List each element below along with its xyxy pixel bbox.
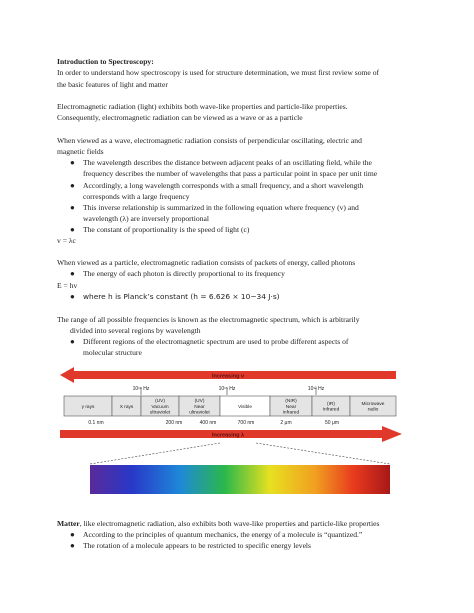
wave-paragraph-line: magnetic fields — [57, 147, 104, 156]
wavelength-label: 700 nm — [237, 420, 255, 426]
projection-line — [90, 443, 220, 464]
bullet-text: The constant of proportionality is the speed of light (c) — [83, 225, 250, 234]
wavelength-label: 200 nm — [165, 420, 183, 426]
spectrum-region-label: (NIR) — [285, 399, 297, 405]
section-title-intro: Introduction to Spectroscopy: — [57, 57, 154, 66]
bullet-text: Different regions of the electromagnetic spectrum are used to probe different aspects of — [83, 337, 349, 346]
spectrum-regions — [64, 396, 396, 416]
spectrum-region-label: radio — [367, 407, 379, 413]
bullet-icon: ● — [70, 530, 75, 539]
bullet-text: corresponds with a large frequency — [83, 192, 190, 201]
increasing-wavelength-label: Increasing λ — [211, 432, 245, 439]
em-paragraph-line: Electromagnetic radiation (light) exhibits both wave-like properties and particle-like properties. — [57, 102, 348, 111]
visible-spectrum-bar — [90, 465, 390, 494]
bullet-icon: ● — [70, 158, 75, 167]
bullet-text: The rotation of a molecule appears to be restricted to specific energy levels — [83, 541, 312, 550]
equation-wave: v = λc — [57, 236, 76, 245]
spectrum-region-label: (UV) — [155, 399, 165, 405]
freq-label: 10¹⁵ Hz — [218, 386, 236, 392]
spectrum-region-label: (UV) — [194, 399, 205, 405]
bullet-icon: ● — [70, 541, 75, 550]
wavelength-label: 2 μm — [280, 420, 292, 426]
wavelength-label: 0.1 nm — [88, 420, 104, 426]
bullet-icon: ● — [70, 292, 75, 301]
projection-line — [256, 443, 390, 464]
spectrum-region-label: Near — [194, 404, 205, 410]
bullet-text: where h is Planck’s constant (h = 6.626 × 10−34 J·s) — [83, 292, 280, 301]
bullet-text: According to the principles of quantum mechanics, the energy of a molecule is “quantized.” — [83, 530, 363, 539]
matter-paragraph-line — [57, 519, 379, 529]
spectrum-region-label: (IR) — [327, 402, 335, 407]
spectrum-region-label: X rays — [119, 404, 134, 410]
intro-paragraph-line: the basic features of light and matter — [57, 80, 168, 89]
range-paragraph-line: divided into several regions by wavelength — [70, 326, 201, 335]
electromagnetic-spectrum-figure — [60, 366, 402, 511]
bullet-text: wavelength (λ) are inversely proportional — [83, 214, 209, 223]
matter-term: Matter — [57, 519, 80, 528]
spectrum-region-label: Vacuum — [151, 404, 169, 410]
em-paragraph-line: Consequently, electromagnetic radiation can be viewed as a wave or as a particle — [57, 113, 303, 122]
spectrum-region-label: infrared — [282, 410, 300, 416]
equation-photon-energy: E = hv — [57, 281, 78, 290]
spectrum-region-label: Near — [285, 404, 297, 410]
spectrum-region-label: Microwave — [361, 402, 385, 407]
bullet-text: Accordingly, a long wavelength corresponds with a small frequency, and a short wavelength — [83, 181, 364, 190]
bullet-icon: ● — [70, 181, 75, 190]
bullet-icon: ● — [70, 269, 75, 278]
spectrum-region-label: ultraviolet — [149, 410, 171, 416]
freq-label: 10¹² Hz — [307, 386, 325, 392]
wavelength-label: 50 μm — [325, 420, 339, 426]
bullet-text: The energy of each photon is directly proportional to its frequency — [83, 269, 285, 278]
spectrum-region-label: γ rays — [81, 404, 95, 410]
wave-paragraph-line: When viewed as a wave, electromagnetic radiation consists of perpendicular oscillating, electric and — [57, 136, 362, 145]
particle-paragraph-line: When viewed as a particle, electromagnetic radiation consists of packets of energy, called photons — [57, 258, 356, 267]
bullet-icon: ● — [70, 225, 75, 234]
intro-paragraph-line: In order to understand how spectroscopy is used for structure determination, we must first review some of — [57, 68, 380, 77]
spectrum-region-label: ultraviolet — [189, 410, 210, 416]
matter-rest: , like electromagnetic radiation, also exhibits both wave-like properties and particle-like properties — [79, 519, 380, 528]
bullet-icon: ● — [70, 337, 75, 346]
wavelength-label: 400 nm — [199, 420, 217, 426]
bullet-text: frequency describes the number of wavelengths that pass a particular point in space per unit time — [83, 169, 378, 178]
bullet-text: The wavelength describes the distance between adjacent peaks of an oscillating field, while the — [83, 158, 372, 167]
bullet-text: molecular structure — [83, 348, 142, 357]
bullet-icon: ● — [70, 203, 75, 212]
spectrum-region-label: Infrared — [322, 407, 340, 413]
bullet-text: This inverse relationship is summarized in the following equation where frequency (v) and — [83, 203, 359, 212]
increasing-frequency-label: Increasing ν — [211, 373, 245, 380]
spectrum-region-label: Visible — [237, 404, 253, 410]
range-paragraph-line: The range of all possible frequencies is known as the electromagnetic spectrum, which is arbitrarily — [57, 315, 360, 324]
freq-label: 10¹⁸ Hz — [132, 386, 150, 392]
